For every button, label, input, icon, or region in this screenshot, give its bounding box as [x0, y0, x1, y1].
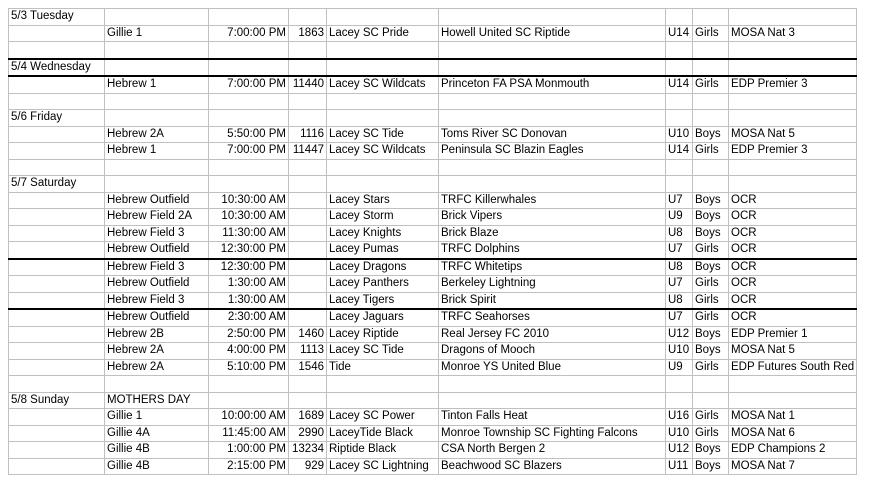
empty-cell	[9, 159, 105, 176]
away-team-cell: Beachwood SC Blazers	[439, 458, 666, 475]
game-id-cell: 1546	[289, 359, 327, 376]
age-group-cell: U7	[666, 242, 693, 259]
empty-cell	[327, 42, 439, 59]
empty-cell	[9, 276, 105, 293]
empty-cell	[9, 93, 105, 110]
empty-cell	[105, 376, 209, 393]
empty-cell	[729, 376, 857, 393]
league-cell: OCR	[729, 292, 857, 309]
empty-cell	[9, 425, 105, 442]
league-cell: EDP Premier 3	[729, 143, 857, 160]
game-id-cell: 1863	[289, 25, 327, 42]
game-row	[9, 326, 857, 343]
empty-cell	[439, 9, 666, 26]
game-id-cell	[289, 259, 327, 276]
empty-cell	[693, 376, 729, 393]
league-cell: OCR	[729, 309, 857, 326]
league-cell: OCR	[729, 225, 857, 242]
gender-cell: Boys	[693, 192, 729, 209]
empty-cell	[209, 159, 289, 176]
away-team-cell: Princeton FA PSA Monmouth	[439, 76, 666, 93]
empty-cell	[666, 376, 693, 393]
day-header-row	[9, 59, 857, 77]
empty-cell	[666, 176, 693, 193]
empty-cell	[693, 93, 729, 110]
empty-cell	[9, 326, 105, 343]
game-id-cell	[289, 192, 327, 209]
empty-cell	[209, 9, 289, 26]
game-id-cell	[289, 292, 327, 309]
empty-cell	[693, 159, 729, 176]
game-id-cell: 1689	[289, 409, 327, 426]
age-group-cell: U10	[666, 343, 693, 360]
time-cell: 10:00:00 AM	[209, 409, 289, 426]
empty-cell	[209, 376, 289, 393]
day-label-cell: 5/7 Saturday	[9, 176, 105, 193]
field-cell: Hebrew 2A	[105, 126, 209, 143]
age-group-cell: U8	[666, 225, 693, 242]
empty-cell	[105, 42, 209, 59]
away-team-cell: Dragons of Mooch	[439, 343, 666, 360]
away-team-cell: Monroe Township SC Fighting Falcons	[439, 425, 666, 442]
empty-cell	[209, 59, 289, 77]
empty-cell	[327, 110, 439, 127]
empty-cell	[439, 392, 666, 409]
game-row	[9, 242, 857, 259]
empty-cell	[693, 59, 729, 77]
game-id-cell	[289, 276, 327, 293]
empty-cell	[729, 59, 857, 77]
gender-cell: Boys	[693, 225, 729, 242]
field-cell: Hebrew 2B	[105, 326, 209, 343]
game-row	[9, 442, 857, 459]
age-group-cell: U8	[666, 259, 693, 276]
empty-cell	[9, 143, 105, 160]
game-id-cell: 11447	[289, 143, 327, 160]
home-team-cell: Lacey SC Tide	[327, 343, 439, 360]
gender-cell: Girls	[693, 425, 729, 442]
field-cell: Gillie 4B	[105, 442, 209, 459]
home-team-cell: Lacey Knights	[327, 225, 439, 242]
field-cell: Gillie 1	[105, 25, 209, 42]
day-header-row	[9, 392, 857, 409]
home-team-cell: Lacey Storm	[327, 209, 439, 226]
empty-cell	[327, 9, 439, 26]
league-cell: OCR	[729, 242, 857, 259]
empty-cell	[439, 42, 666, 59]
league-cell: MOSA Nat 3	[729, 25, 857, 42]
home-team-cell: Lacey SC Pride	[327, 25, 439, 42]
time-cell: 5:10:00 PM	[209, 359, 289, 376]
game-id-cell	[289, 225, 327, 242]
empty-cell	[693, 42, 729, 59]
gender-cell: Girls	[693, 25, 729, 42]
empty-cell	[9, 242, 105, 259]
empty-cell	[9, 343, 105, 360]
day-note-cell	[105, 59, 209, 77]
away-team-cell: Peninsula SC Blazin Eagles	[439, 143, 666, 160]
field-cell: Hebrew Outfield	[105, 192, 209, 209]
empty-cell	[729, 9, 857, 26]
gender-cell: Girls	[693, 359, 729, 376]
away-team-cell: Brick Vipers	[439, 209, 666, 226]
age-group-cell: U7	[666, 276, 693, 293]
empty-cell	[9, 126, 105, 143]
field-cell: Hebrew Outfield	[105, 309, 209, 326]
age-group-cell: U12	[666, 442, 693, 459]
spacer-row	[9, 159, 857, 176]
age-group-cell: U9	[666, 209, 693, 226]
game-row	[9, 425, 857, 442]
empty-cell	[729, 176, 857, 193]
spacer-row	[9, 376, 857, 393]
home-team-cell: Lacey SC Lightning	[327, 458, 439, 475]
time-cell: 7:00:00 PM	[209, 76, 289, 93]
empty-cell	[666, 392, 693, 409]
age-group-cell: U7	[666, 192, 693, 209]
field-cell: Hebrew Outfield	[105, 276, 209, 293]
game-id-cell: 2990	[289, 425, 327, 442]
time-cell: 11:45:00 AM	[209, 425, 289, 442]
gender-cell: Boys	[693, 343, 729, 360]
empty-cell	[327, 376, 439, 393]
time-cell: 10:30:00 AM	[209, 209, 289, 226]
away-team-cell: CSA North Bergen 2	[439, 442, 666, 459]
age-group-cell: U14	[666, 76, 693, 93]
empty-cell	[9, 209, 105, 226]
game-id-cell: 13234	[289, 442, 327, 459]
game-id-cell: 11440	[289, 76, 327, 93]
empty-cell	[327, 176, 439, 193]
empty-cell	[439, 93, 666, 110]
league-cell: MOSA Nat 7	[729, 458, 857, 475]
time-cell: 5:50:00 PM	[209, 126, 289, 143]
home-team-cell: Lacey SC Tide	[327, 126, 439, 143]
empty-cell	[9, 309, 105, 326]
age-group-cell: U10	[666, 425, 693, 442]
day-label-cell: 5/6 Friday	[9, 110, 105, 127]
empty-cell	[289, 176, 327, 193]
empty-cell	[289, 93, 327, 110]
home-team-cell: Lacey Pumas	[327, 242, 439, 259]
empty-cell	[289, 59, 327, 77]
gender-cell: Boys	[693, 326, 729, 343]
time-cell: 11:30:00 AM	[209, 225, 289, 242]
time-cell: 1:30:00 AM	[209, 292, 289, 309]
empty-cell	[9, 458, 105, 475]
empty-cell	[666, 59, 693, 77]
empty-cell	[289, 392, 327, 409]
empty-cell	[327, 93, 439, 110]
league-cell: EDP Champions 2	[729, 442, 857, 459]
age-group-cell: U14	[666, 25, 693, 42]
field-cell: Hebrew Field 3	[105, 259, 209, 276]
time-cell: 1:00:00 PM	[209, 442, 289, 459]
game-row	[9, 225, 857, 242]
home-team-cell: Lacey Panthers	[327, 276, 439, 293]
empty-cell	[729, 42, 857, 59]
time-cell: 7:00:00 PM	[209, 25, 289, 42]
empty-cell	[105, 159, 209, 176]
league-cell: MOSA Nat 5	[729, 126, 857, 143]
away-team-cell: TRFC Seahorses	[439, 309, 666, 326]
away-team-cell: Toms River SC Donovan	[439, 126, 666, 143]
gender-cell: Boys	[693, 209, 729, 226]
away-team-cell: Brick Spirit	[439, 292, 666, 309]
game-id-cell	[289, 209, 327, 226]
home-team-cell: Lacey Stars	[327, 192, 439, 209]
game-row	[9, 409, 857, 426]
game-id-cell	[289, 309, 327, 326]
empty-cell	[666, 110, 693, 127]
league-cell: EDP Futures South Red	[729, 359, 857, 376]
home-team-cell: LaceyTide Black	[327, 425, 439, 442]
field-cell: Hebrew Field 3	[105, 225, 209, 242]
away-team-cell: TRFC Whitetips	[439, 259, 666, 276]
game-row	[9, 259, 857, 276]
gender-cell: Girls	[693, 242, 729, 259]
empty-cell	[729, 392, 857, 409]
empty-cell	[439, 376, 666, 393]
league-cell: EDP Premier 1	[729, 326, 857, 343]
empty-cell	[439, 110, 666, 127]
home-team-cell: Lacey Jaguars	[327, 309, 439, 326]
empty-cell	[9, 259, 105, 276]
empty-cell	[9, 192, 105, 209]
day-header-row	[9, 110, 857, 127]
league-cell: OCR	[729, 192, 857, 209]
time-cell: 2:50:00 PM	[209, 326, 289, 343]
gender-cell: Girls	[693, 276, 729, 293]
game-row	[9, 126, 857, 143]
empty-cell	[9, 409, 105, 426]
gender-cell: Boys	[693, 126, 729, 143]
empty-cell	[693, 110, 729, 127]
empty-cell	[729, 159, 857, 176]
game-id-cell: 1116	[289, 126, 327, 143]
home-team-cell: Lacey SC Wildcats	[327, 143, 439, 160]
empty-cell	[666, 93, 693, 110]
empty-cell	[105, 93, 209, 110]
empty-cell	[209, 110, 289, 127]
spacer-row	[9, 93, 857, 110]
field-cell: Hebrew Outfield	[105, 242, 209, 259]
home-team-cell: Lacey Tigers	[327, 292, 439, 309]
home-team-cell: Lacey SC Power	[327, 409, 439, 426]
age-group-cell: U9	[666, 359, 693, 376]
league-cell: MOSA Nat 6	[729, 425, 857, 442]
empty-cell	[9, 76, 105, 93]
game-row	[9, 76, 857, 93]
empty-cell	[439, 159, 666, 176]
time-cell: 2:30:00 AM	[209, 309, 289, 326]
spacer-row	[9, 42, 857, 59]
home-team-cell: Riptide Black	[327, 442, 439, 459]
gender-cell: Girls	[693, 143, 729, 160]
gender-cell: Boys	[693, 442, 729, 459]
empty-cell	[666, 42, 693, 59]
time-cell: 1:30:00 AM	[209, 276, 289, 293]
day-note-cell	[105, 176, 209, 193]
empty-cell	[666, 159, 693, 176]
league-cell: OCR	[729, 276, 857, 293]
league-cell: MOSA Nat 5	[729, 343, 857, 360]
away-team-cell: Berkeley Lightning	[439, 276, 666, 293]
game-row	[9, 25, 857, 42]
empty-cell	[693, 9, 729, 26]
home-team-cell: Tide	[327, 359, 439, 376]
game-id-cell: 1113	[289, 343, 327, 360]
empty-cell	[693, 392, 729, 409]
empty-cell	[289, 42, 327, 59]
away-team-cell: Monroe YS United Blue	[439, 359, 666, 376]
day-note-cell: MOTHERS DAY	[105, 392, 209, 409]
empty-cell	[209, 42, 289, 59]
away-team-cell: Brick Blaze	[439, 225, 666, 242]
game-row	[9, 209, 857, 226]
game-id-cell	[289, 242, 327, 259]
empty-cell	[693, 176, 729, 193]
empty-cell	[9, 376, 105, 393]
field-cell: Gillie 1	[105, 409, 209, 426]
game-row	[9, 343, 857, 360]
empty-cell	[729, 110, 857, 127]
field-cell: Hebrew Field 3	[105, 292, 209, 309]
game-id-cell: 929	[289, 458, 327, 475]
league-cell: OCR	[729, 259, 857, 276]
age-group-cell: U12	[666, 326, 693, 343]
empty-cell	[327, 392, 439, 409]
field-cell: Hebrew Field 2A	[105, 209, 209, 226]
away-team-cell: Howell United SC Riptide	[439, 25, 666, 42]
field-cell: Gillie 4B	[105, 458, 209, 475]
league-cell: MOSA Nat 1	[729, 409, 857, 426]
empty-cell	[209, 93, 289, 110]
gender-cell: Girls	[693, 409, 729, 426]
away-team-cell: TRFC Killerwhales	[439, 192, 666, 209]
game-row	[9, 192, 857, 209]
league-cell: EDP Premier 3	[729, 76, 857, 93]
age-group-cell: U14	[666, 143, 693, 160]
home-team-cell: Lacey Riptide	[327, 326, 439, 343]
empty-cell	[289, 376, 327, 393]
home-team-cell: Lacey Dragons	[327, 259, 439, 276]
empty-cell	[289, 110, 327, 127]
empty-cell	[666, 9, 693, 26]
gender-cell: Girls	[693, 292, 729, 309]
field-cell: Hebrew 2A	[105, 359, 209, 376]
field-cell: Hebrew 1	[105, 76, 209, 93]
day-label-cell: 5/4 Wednesday	[9, 59, 105, 77]
game-row	[9, 292, 857, 309]
home-team-cell: Lacey SC Wildcats	[327, 76, 439, 93]
age-group-cell: U16	[666, 409, 693, 426]
empty-cell	[9, 359, 105, 376]
day-note-cell	[105, 9, 209, 26]
empty-cell	[9, 225, 105, 242]
away-team-cell: TRFC Dolphins	[439, 242, 666, 259]
empty-cell	[439, 59, 666, 77]
time-cell: 7:00:00 PM	[209, 143, 289, 160]
empty-cell	[289, 9, 327, 26]
age-group-cell: U7	[666, 309, 693, 326]
empty-cell	[327, 59, 439, 77]
age-group-cell: U10	[666, 126, 693, 143]
gender-cell: Girls	[693, 309, 729, 326]
gender-cell: Boys	[693, 458, 729, 475]
empty-cell	[209, 176, 289, 193]
league-cell: OCR	[729, 209, 857, 226]
day-label-cell: 5/8 Sunday	[9, 392, 105, 409]
time-cell: 2:15:00 PM	[209, 458, 289, 475]
empty-cell	[209, 392, 289, 409]
gender-cell: Boys	[693, 259, 729, 276]
game-row	[9, 359, 857, 376]
day-label-cell: 5/3 Tuesday	[9, 9, 105, 26]
game-row	[9, 276, 857, 293]
empty-cell	[9, 42, 105, 59]
empty-cell	[289, 159, 327, 176]
empty-cell	[439, 176, 666, 193]
empty-cell	[9, 25, 105, 42]
field-cell: Gillie 4A	[105, 425, 209, 442]
time-cell: 4:00:00 PM	[209, 343, 289, 360]
empty-cell	[9, 442, 105, 459]
day-header-row	[9, 176, 857, 193]
game-row	[9, 309, 857, 326]
time-cell: 12:30:00 PM	[209, 242, 289, 259]
time-cell: 10:30:00 AM	[209, 192, 289, 209]
game-row	[9, 143, 857, 160]
schedule-table	[8, 8, 857, 475]
schedule-body	[9, 9, 857, 475]
time-cell: 12:30:00 PM	[209, 259, 289, 276]
empty-cell	[9, 292, 105, 309]
age-group-cell: U8	[666, 292, 693, 309]
game-row	[9, 458, 857, 475]
gender-cell: Girls	[693, 76, 729, 93]
game-id-cell: 1460	[289, 326, 327, 343]
age-group-cell: U11	[666, 458, 693, 475]
field-cell: Hebrew 2A	[105, 343, 209, 360]
away-team-cell: Real Jersey FC 2010	[439, 326, 666, 343]
day-header-row	[9, 9, 857, 26]
away-team-cell: Tinton Falls Heat	[439, 409, 666, 426]
field-cell: Hebrew 1	[105, 143, 209, 160]
day-note-cell	[105, 110, 209, 127]
empty-cell	[729, 93, 857, 110]
empty-cell	[327, 159, 439, 176]
